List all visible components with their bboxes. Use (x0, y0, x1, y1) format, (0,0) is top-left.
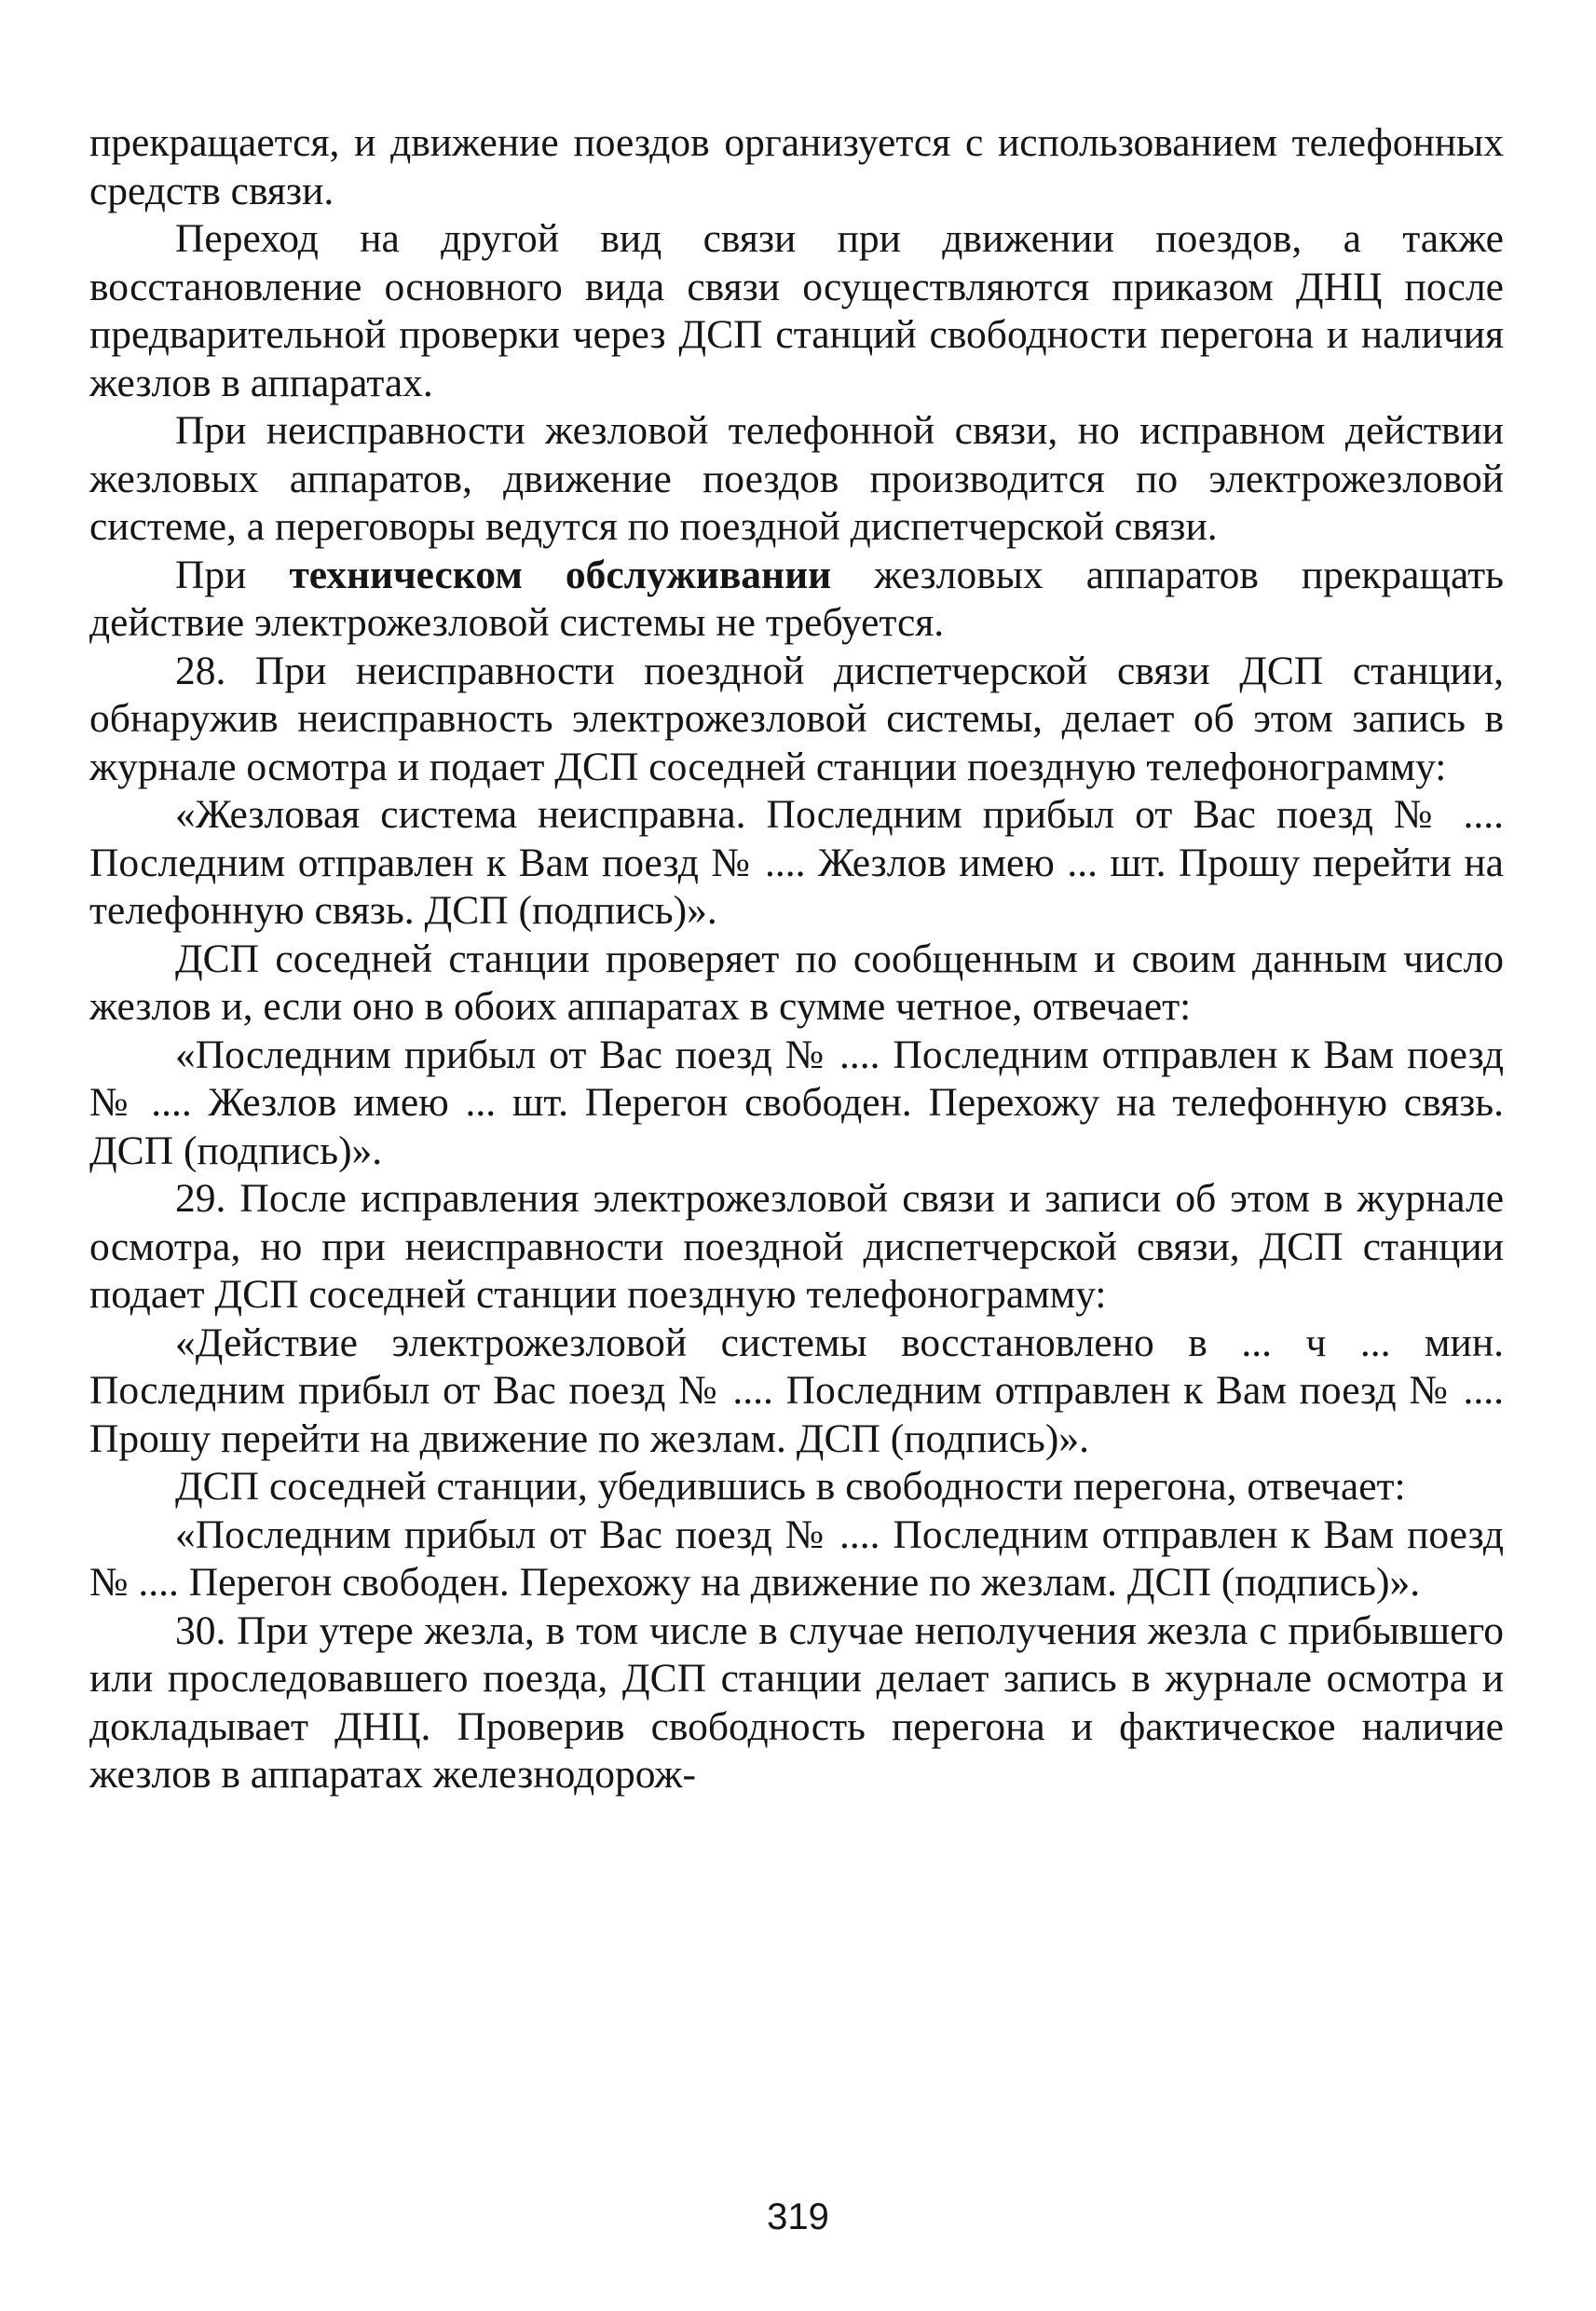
paragraph-neighbor-confirm: ДСП соседней станции, убедившись в свободности перегона, отвечает: (175, 1464, 1406, 1509)
telephonogram-staff-fault: «Жезловая система неисправна. Последним прибыл от Вас поезд № .... Последним отправлен к Вам поезд № .... Жезлов имею ... шт. Прошу перейти на телефонную связь. ДСП (подпись)». (89, 792, 1504, 933)
telephonogram-restored: «Действие электрожезловой системы восстановлено в ... ч ... мин. Последним прибыл от Вас поезд № .... Последним отправлен к Вам поезд № .... Прошу перейти на движение по жезлам. ДСП (подпись)». (89, 1320, 1504, 1461)
telephonogram-confirm-reply: «Последним прибыл от Вас поезд № .... Последним отправлен к Вам поезд № .... Перегон свободен. Перехожу на движение по жезлам. ДСП (подпись)». (89, 1511, 1504, 1605)
paragraph-switch-communication: Переход на другой вид связи при движении поездов, а также восстановление основного вида связи осуществляются приказом ДНЦ после предварительной проверки через ДСП станций свободности перегона и наличия жезлов в аппаратах. (89, 216, 1504, 405)
paragraph-maintenance (89, 552, 1504, 648)
paragraph-item-29: 29. После исправления электрожезловой связи и записи об этом в журнале осмотра, но при неисправности поездной диспетчерской связи, ДСП станции подает ДСП соседней станции поездную телефонограмму: (89, 1176, 1504, 1317)
page-body (89, 119, 1504, 1799)
paragraph-neighbor-check: ДСП соседней станции проверяет по сообщенным и своим данным число жезлов и, если оно в обоих аппаратах в сумме четное, отвечает: (89, 936, 1504, 1029)
maintenance-bold-term: техническом обслуживании (289, 552, 832, 597)
paragraph-continuation: прекращается, и движение поездов организуется с использованием телефонных средств связи. (89, 120, 1504, 213)
maintenance-text-after: жезловых аппаратов прекращать действие электрожезловой системы не требуется. (89, 552, 1504, 645)
page-number: 319 (767, 2196, 829, 2237)
telephonogram-neighbor-reply: «Последним прибыл от Вас поезд № .... Последним отправлен к Вам поезд № .... Жезлов имею ... шт. Перегон свободен. Перехожу на телефонную связь. ДСП (подпись)». (89, 1032, 1504, 1173)
paragraph-item-28: 28. При неисправности поездной диспетчерской связи ДСП станции, обнаружив неисправность электрожезловой системы, делает об этом запись в журнале осмотра и подает ДСП соседней станции поездную телефонограмму: (89, 648, 1504, 789)
maintenance-text-before: При (175, 552, 290, 597)
paragraph-item-30: 30. При утере жезла, в том числе в случае неполучения жезла с прибывшего или проследовавшего поезда, ДСП станции делает запись в журнале осмотра и докладывает ДНЦ. Проверив свободность перегона и фактическое наличие жезлов в аппаратах железнодорож- (89, 1607, 1504, 1797)
paragraph-telephone-fault: При неисправности жезловой телефонной связи, но исправном действии жезловых аппаратов, движение поездов производится по электрожезловой системе, а переговоры ведутся по поездной диспетчерской связи. (89, 408, 1504, 549)
